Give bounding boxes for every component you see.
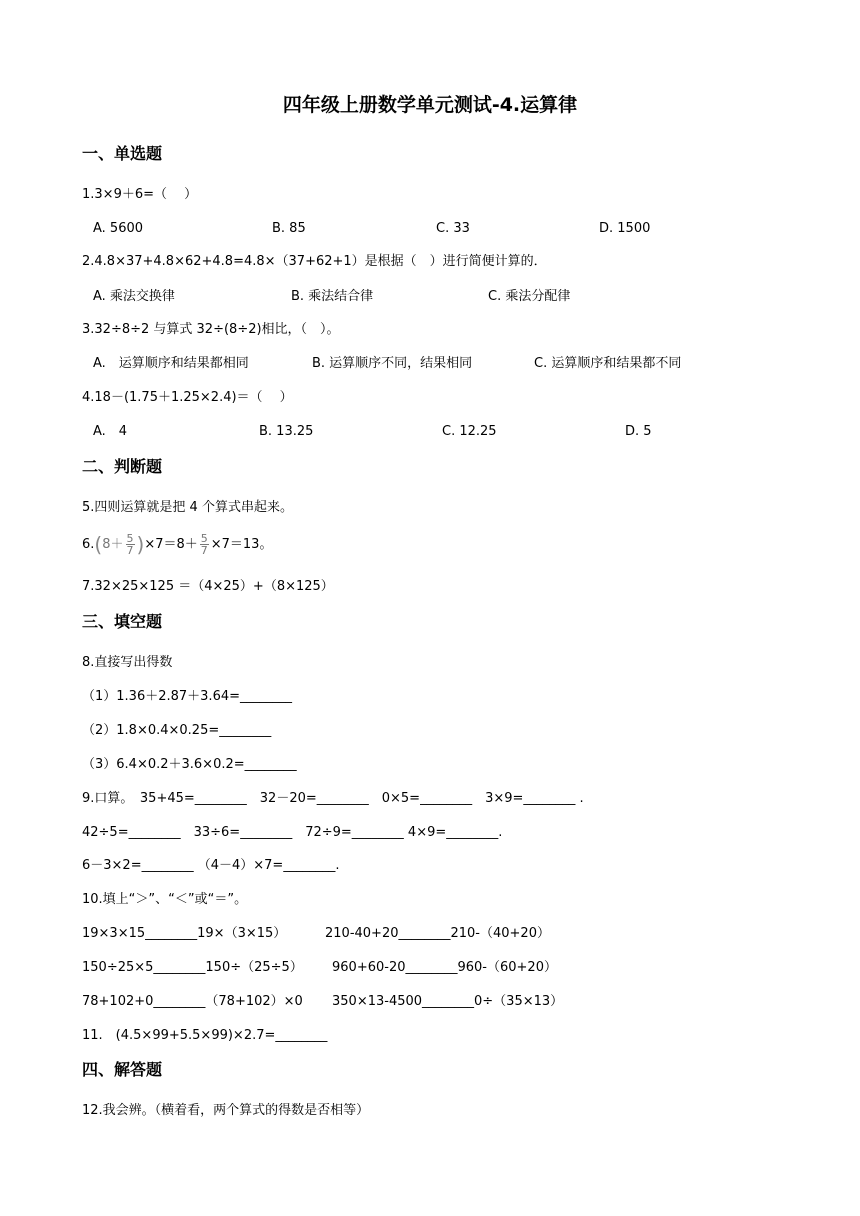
question-1: 1.3×9＋6=（ ）	[82, 187, 198, 202]
q3-option-a: A. 运算顺序和结果都相同	[93, 356, 249, 371]
q8-item-2: （2）1.8×0.4×0.25=________	[82, 723, 272, 738]
q8-item-3: （3）6.4×0.2＋3.6×0.2=________	[82, 757, 297, 772]
q2-option-b: B. 乘法结合律	[291, 289, 374, 304]
q6-eight: 8＋	[102, 537, 124, 552]
q8-item-1: （1）1.36＋2.87＋3.64=________	[82, 689, 292, 704]
q1-option-d: D. 1500	[599, 221, 651, 236]
question-5: 5.四则运算就是把 4 个算式串起来。	[82, 500, 293, 515]
q6-left-paren: (	[94, 532, 103, 557]
q10-row-3-left: 78+102+0________（78+102）×0	[82, 994, 303, 1009]
q10-row-1-right: 210-40+20________210-（40+20）	[325, 926, 550, 941]
q4-option-a: A. 4	[93, 424, 128, 439]
question-11: 11. (4.5×99+5.5×99)×2.7=________	[82, 1028, 328, 1043]
q4-option-b: B. 13.25	[259, 424, 314, 439]
section-heading-fill-blank: 三、填空题	[82, 612, 163, 631]
question-9-line-3: 6－3×2=________ （4－4）×7=________.	[82, 858, 340, 873]
question-10: 10.填上“＞”、“＜”或“＝”。	[82, 892, 248, 907]
question-4: 4.18－(1.75＋1.25×2.4)＝（ ）	[82, 390, 293, 405]
q1-option-c: C. 33	[436, 221, 470, 236]
q3-option-b: B. 运算顺序不同，结果相同	[312, 356, 473, 371]
question-9-line-1: 9.口算。 35+45=________ 32－20=________ 0×5=________ 3×9=________ .	[82, 791, 584, 806]
q3-option-c: C. 运算顺序和结果都不同	[534, 356, 682, 371]
page-title: 四年级上册数学单元测试-4.运算律	[282, 94, 578, 116]
q4-option-c: C. 12.25	[442, 424, 497, 439]
q6-suffix: ×7＝13。	[210, 537, 273, 552]
q10-row-1-left: 19×3×15________19×（3×15）	[82, 926, 287, 941]
q6-fraction-1: $\frac{5}{7}$	[126, 532, 134, 557]
question-8: 8.直接写出得数	[82, 655, 173, 670]
q10-row-2-right: 960+60-20________960-（60+20）	[332, 960, 557, 975]
q2-option-a: A. 乘法交换律	[93, 289, 175, 304]
question-7: 7.32×25×125 ＝（4×25）+（8×125）	[82, 579, 334, 594]
q2-option-c: C. 乘法分配律	[488, 289, 571, 304]
question-9-line-2: 42÷5=________ 33÷6=________ 72÷9=________ 4×9=________.	[82, 825, 503, 840]
q4-option-d: D. 5	[625, 424, 652, 439]
q10-row-3-right: 350×13-4500________0÷（35×13）	[332, 994, 564, 1009]
q6-prefix: 6.	[82, 537, 95, 552]
section-heading-true-false: 二、判断题	[82, 457, 163, 476]
question-6	[82, 533, 272, 556]
question-3: 3.32÷8÷2 与算式 32÷(8÷2)相比，（ ）。	[82, 322, 340, 337]
q10-row-2-left: 150÷25×5________150÷（25÷5）	[82, 960, 303, 975]
q6-right-paren: )	[136, 532, 145, 557]
section-heading-answer: 四、解答题	[82, 1060, 163, 1079]
q6-fraction-2: $\frac{5}{7}$	[200, 532, 208, 557]
q1-option-a: A. 5600	[93, 221, 144, 236]
q1-option-b: B. 85	[272, 221, 306, 236]
section-heading-single-choice: 一、单选题	[82, 144, 163, 163]
q6-middle: ×7＝8＋	[144, 537, 198, 552]
question-12: 12.我会辨。（横着看，两个算式的得数是否相等）	[82, 1103, 370, 1118]
question-2: 2.4.8×37+4.8×62+4.8=4.8×（37+62+1）是根据（ ）进行简便计算的．	[82, 254, 547, 269]
